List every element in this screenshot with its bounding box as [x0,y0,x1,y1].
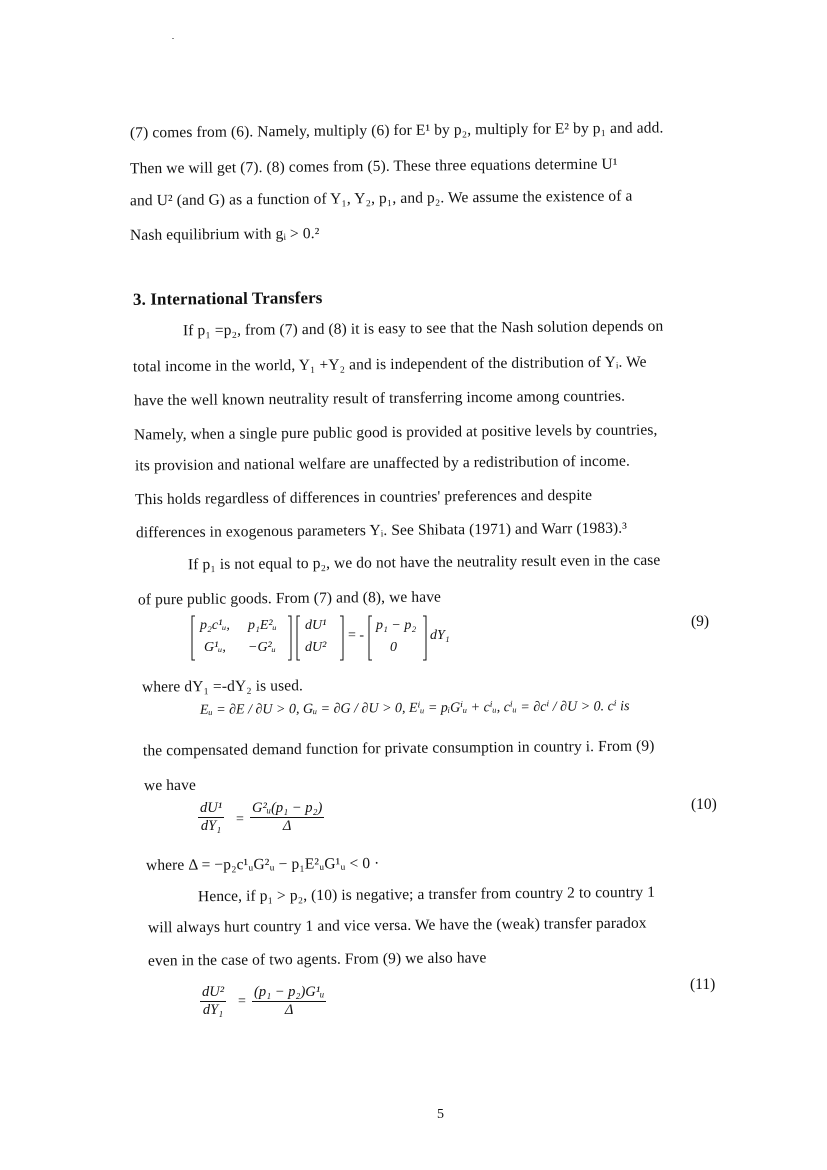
eq11-rhs [252,984,326,1019]
eq10-rhs [250,800,324,835]
page-number: 5 [437,1107,444,1122]
text-line: If p₁ is not equal to p₂, we do not have the neutrality result even in the case [187,551,661,574]
scan-speck [172,38,174,39]
eq11-lhs [200,984,226,1019]
rhs-cell: p₁ − p₂ [376,618,417,633]
text-line: its provision and national welfare are unaffected by a redistribution of income. [134,452,631,475]
fraction-denominator: Δ [282,818,292,834]
matrix-cell: p₂c¹ᵤ, [200,618,230,633]
text-line: the compensated demand function for private consumption in country i. From (9) [142,737,655,760]
text-line: Hence, if p₁ > p₂, (10) is negative; a transfer from country 2 to country 1 [197,883,656,906]
section-heading: 3. International Transfers [132,288,323,309]
equals-sign: = [236,812,244,827]
text-line: Then we will get (7). (8) comes from (5). These three equations determine U¹ [129,155,618,178]
text-line: If p₁ =p₂, from (7) and (8) it is easy to see that the Nash solution depends on [182,317,664,340]
vector-cell: dU² [305,640,327,655]
text-line: differences in exogenous parameters Yᵢ. See Shibata (1971) and Warr (1983).³ [135,519,628,542]
text-line: Nash equilibrium with gᵢ > 0.² [129,225,320,244]
equation-9 [190,612,490,664]
equals-sign: = - [348,628,365,643]
matrix-cell: G¹ᵤ, [204,640,226,655]
text-line: Namely, when a single pure public good is provided at positive levels by countries, [133,421,658,444]
text-line: have the well known neutrality result of transferring income among countries. [133,387,626,410]
fraction-denominator: dY₁ [202,1002,224,1018]
equals-sign: = [238,994,246,1009]
text-line: and U² (and G) as a function of Y₁, Y₂, p₁, and p₂. We assume the existence of a [129,187,633,210]
equation-number: (11) [690,976,716,993]
fraction-denominator: dY₁ [200,818,222,834]
rhs-cell: 0 [390,640,397,655]
text-line: will always hurt country 1 and vice versa. We have the (weak) transfer paradox [147,914,647,937]
text-line: we have [143,776,196,795]
definitions-line: Eᵤ = ∂E / ∂U > 0, Gᵤ = ∂G / ∂U > 0, Eⁱᵤ = pᵢGⁱᵤ + cⁱᵤ, cⁱᵤ = ∂cⁱ / ∂U > 0. cⁱ is [199,699,630,718]
text-line: of pure public goods. From (7) and (8), we have [137,588,442,609]
matrix-cell: −G²ᵤ [248,640,276,655]
fraction-denominator: Δ [284,1002,294,1018]
equation-number: (9) [691,613,710,630]
text-line: This holds regardless of differences in countries' preferences and despite [134,486,593,509]
text-line: (7) comes from (6). Namely, multiply (6) for E¹ by p₂, multiply for E² by p₁ and add. [129,119,664,142]
text-line: where Δ = −p₂c¹ᵤG²ᵤ − p₁E²ᵤG¹ᵤ < 0 · [145,854,380,875]
fraction-numerator: dU² [202,984,225,1000]
eq10-lhs [198,800,224,835]
vector-cell: dU¹ [305,618,327,633]
text-line: even in the case of two agents. From (9) we also have [147,949,487,970]
text-line: total income in the world, Y₁ +Y₂ and is independent of the distribution of Yᵢ. We [132,353,647,376]
text-line: where dY₁ =-dY₂ is used. [141,677,304,696]
fraction-numerator: dU¹ [200,800,223,816]
equation-number: (10) [691,796,717,813]
rhs-tail: dY₁ [430,628,450,643]
fraction-numerator: G²ᵤ(p₁ − p₂) [252,800,323,816]
matrix-cell: p₁E²ᵤ [248,618,277,633]
fraction-numerator: (p₁ − p₂)G¹ᵤ [254,984,325,1000]
